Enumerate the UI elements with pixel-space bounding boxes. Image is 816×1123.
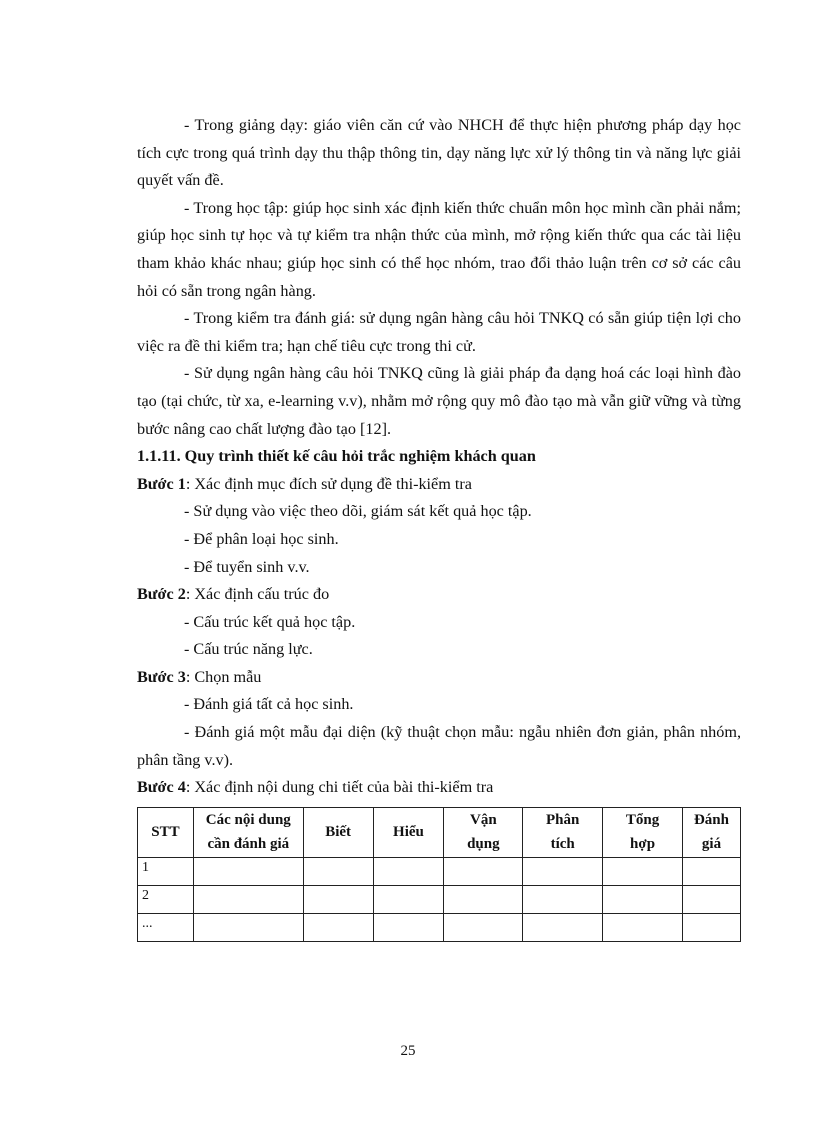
header-evaluate: Đánh giá [682,807,740,857]
step-4-label: Bước 4 [137,778,186,797]
header-content: Các nội dung cần đánh giá [193,807,303,857]
step-2-label: Bước 2 [137,585,186,604]
table-header-row [138,807,741,857]
page-number: 25 [400,1043,416,1059]
step-3-paragraph: - Đánh giá một mẫu đại diện (kỹ thuật chọn mẫu: ngẫu nhiên đơn giản, phân nhóm, phân tầng v.v). [137,723,741,769]
step-1-item: - Sử dụng vào việc theo dõi, giám sát kết quả học tập. [184,502,532,521]
step-3-item: - Đánh giá tất cả học sinh. [184,695,354,714]
header-analyze: Phân tích [523,807,603,857]
table-row [138,857,741,885]
step-2 [137,581,741,609]
step-4 [137,774,741,802]
header-apply: Vận dụng [444,807,523,857]
step-2-item: - Cấu trúc kết quả học tập. [184,612,356,631]
document-page [137,112,741,942]
step-1-item: - Để tuyển sinh v.v. [184,557,310,576]
step-1-item: - Để phân loại học sinh. [184,529,339,548]
header-synthesize: Tổng hợp [603,807,683,857]
header-stt: STT [138,807,194,857]
assessment-content-table [137,807,741,942]
row-number-cell: 2 [138,885,194,913]
step-2-text: : Xác định cấu trúc đo [185,585,330,604]
step-3 [137,664,741,692]
step-3-text: : Chọn mẫu [185,667,262,686]
step-1 [137,471,741,499]
paragraph-teaching: - Trong giảng dạy: giáo viên căn cứ vào NHCH để thực hiện phương pháp dạy học tích cực trong quá trình dạy thu thập thông tin, dạy năng lực xử lý thông tin và năng lực giải quyết vấn đề. [137,116,741,190]
step-2-item: - Cấu trúc năng lực. [184,640,313,659]
step-1-text: : Xác định mục đích sử dụng đề thi-kiểm tra [185,474,472,493]
header-know: Biết [303,807,373,857]
row-number-cell: 1 [138,857,194,885]
table-row [138,913,741,941]
step-4-text: : Xác định nội dung chi tiết của bài thi-kiểm tra [185,778,494,797]
step-1-label: Bước 1 [137,474,186,493]
header-understand: Hiểu [373,807,444,857]
step-3-label: Bước 3 [137,667,186,686]
table-row [138,885,741,913]
paragraph-bank-usage: - Sử dụng ngân hàng câu hỏi TNKQ cũng là giải pháp đa dạng hoá các loại hình đào tạo (tại chức, từ xa, e-learning v.v), nhằm mở rộng quy mô đào tạo mà vẫn giữ vững và từng bước nâng cao chất lượng đào tạo [12]. [137,364,741,438]
row-number-cell: ... [138,913,194,941]
paragraph-assessment: - Trong kiểm tra đánh giá: sử dụng ngân hàng câu hỏi TNKQ có sẵn giúp tiện lợi cho việc ra đề thi kiểm tra; hạn chế tiêu cực trong thi cử. [137,309,741,355]
section-heading: 1.1.11. Quy trình thiết kế câu hỏi trắc nghiệm khách quan [137,447,536,466]
paragraph-learning: - Trong học tập: giúp học sinh xác định kiến thức chuẩn môn học mình cần phải nắm; giúp học sinh tự học và tự kiểm tra nhận thức của mình, mở rộng kiến thức qua các tài liệu tham khảo khác nhau; giúp học sinh có thể học nhóm, trao đổi thảo luận trên cơ sở các câu hỏi có sẵn trong ngân hàng. [137,198,741,300]
